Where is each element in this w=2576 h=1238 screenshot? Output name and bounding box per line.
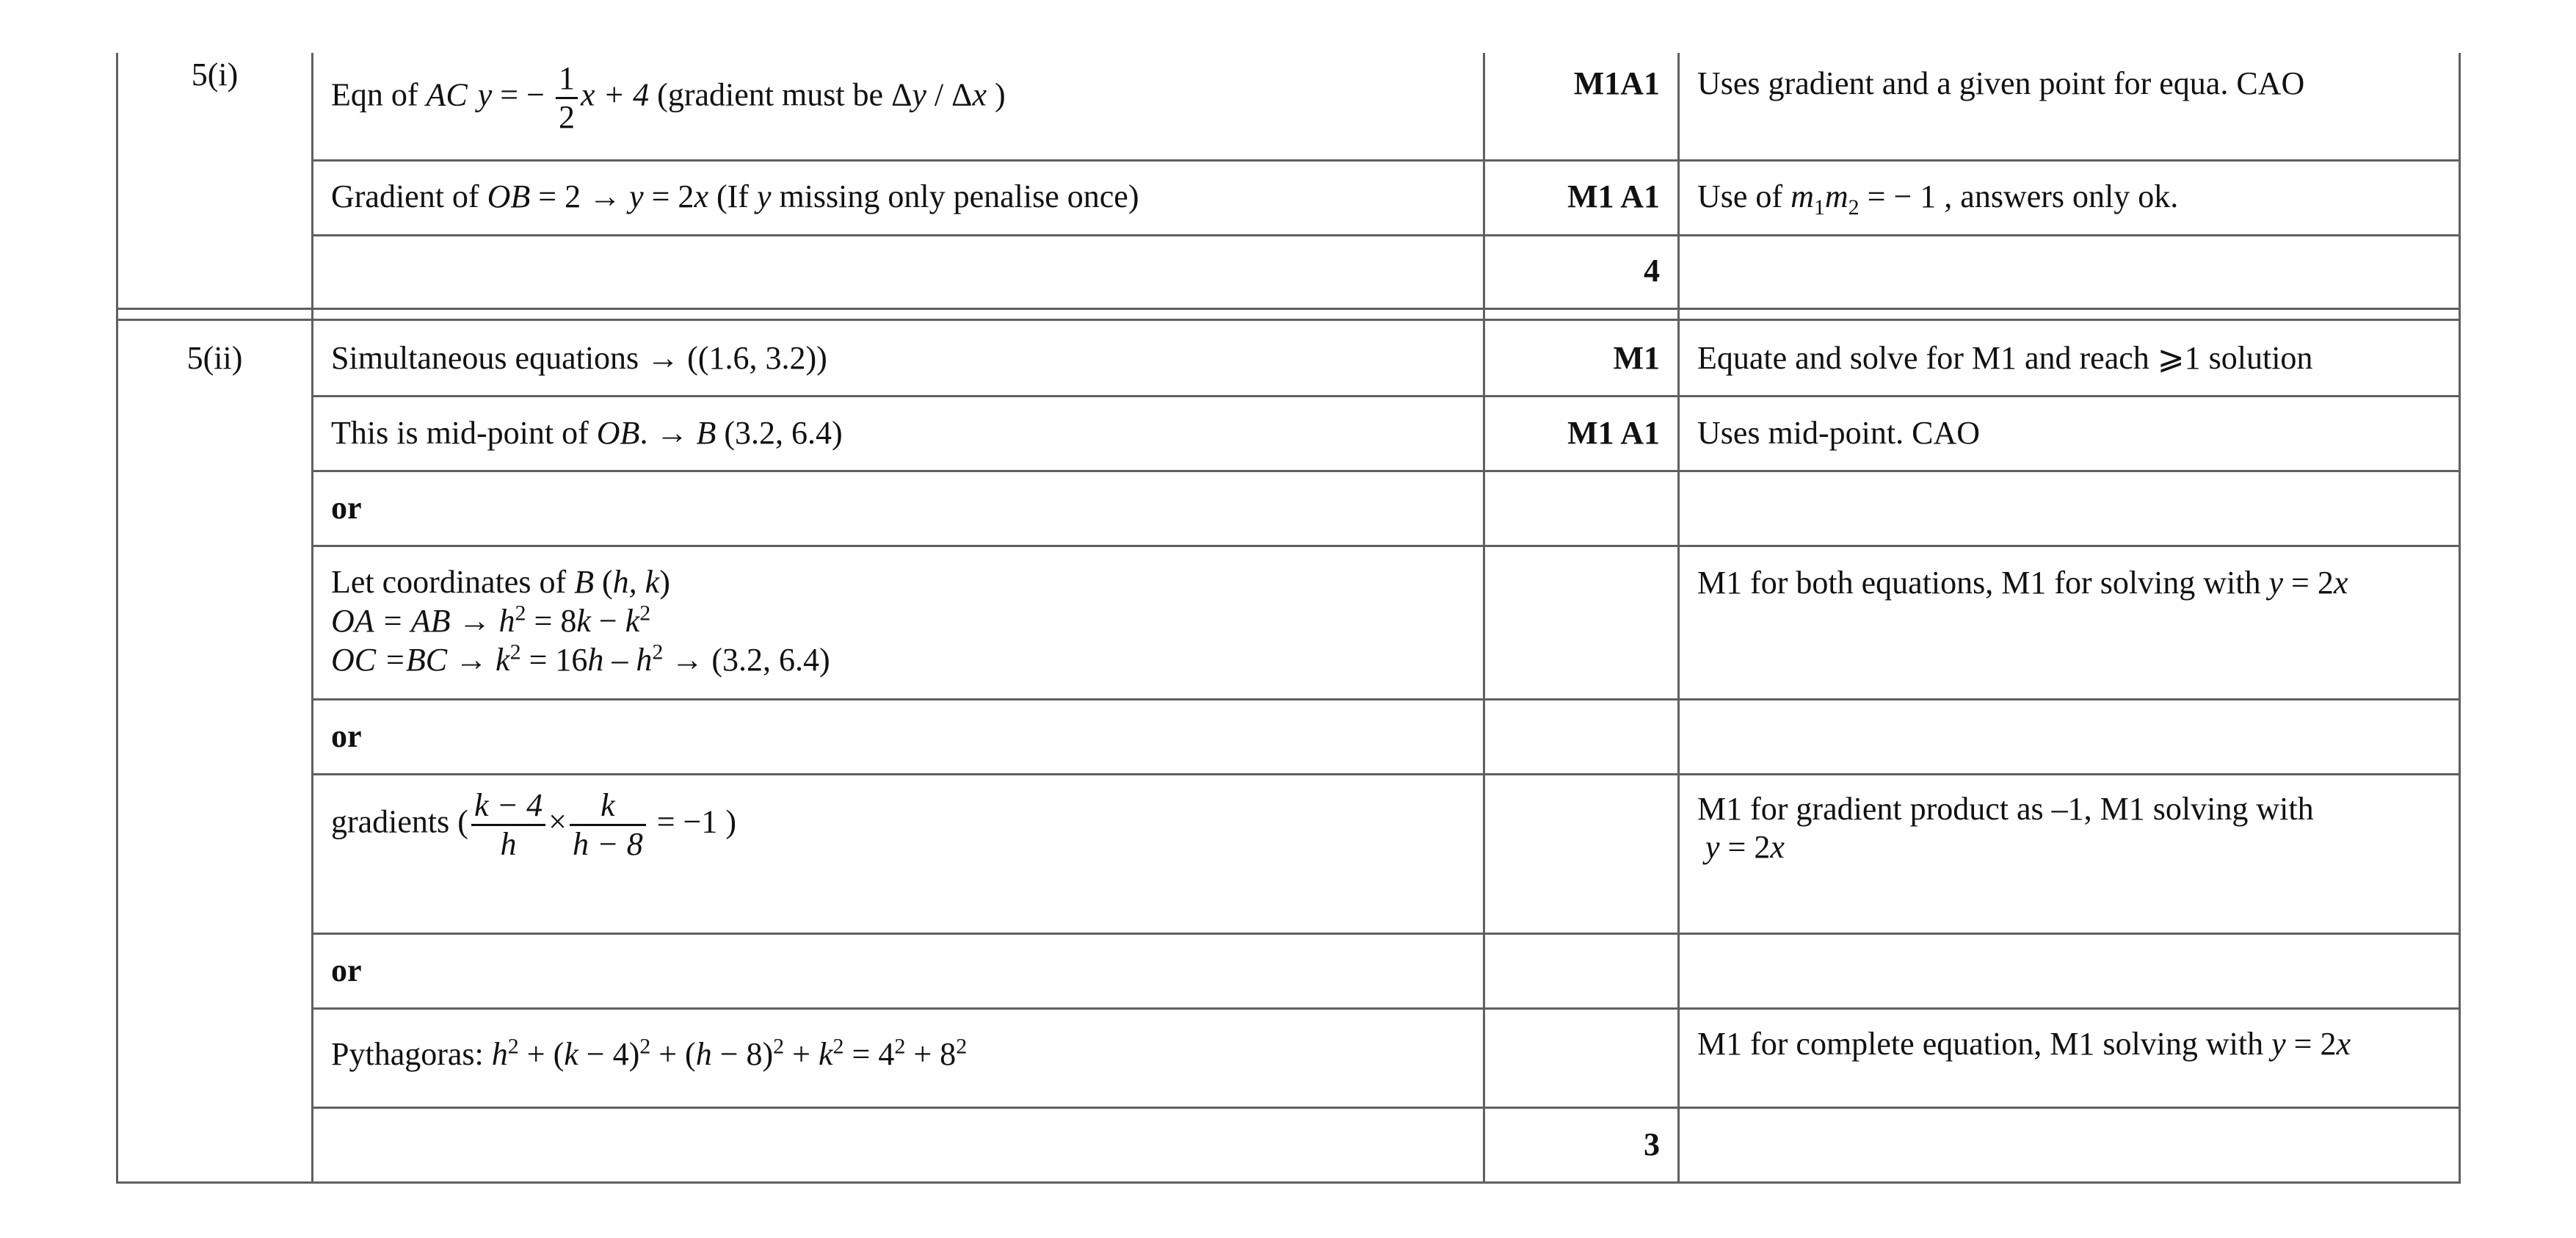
answer-coordinates-method [313,562,1483,679]
answer-close: ) [659,564,670,600]
row-divider [311,1107,2461,1109]
marks-cell: M1A1 [1573,65,1660,101]
rhs2: + 8 [905,1036,957,1072]
answer-lhs: OA = AB [331,603,451,639]
fraction-denominator: h − 8 [570,824,646,863]
guidance-tail: = − 1 , answers only ok. [1859,178,2179,214]
answer-arrow: → [450,603,499,639]
answer-x: x [694,178,708,214]
guidance-lead: M1 for complete equation, M1 solving with [1697,1026,2272,1062]
answer-y: y [477,76,493,113]
superscript: 2 [639,1034,651,1059]
answer-eq: = 8 [526,603,577,639]
term-k: k [564,1036,578,1072]
table-border-right [2459,53,2461,1184]
guidance-m2: m [1824,178,1848,214]
answer-mid: = 2 → [530,178,630,214]
superscript: 2 [956,1034,968,1059]
or-label: or [331,718,362,754]
answer-k2: k [625,603,640,639]
guidance-x: x [1770,829,1785,865]
superscript: 2 [773,1034,785,1059]
answer-eq: = 2 [643,178,694,214]
term-close: − 8) [711,1036,774,1072]
part-separator [116,319,2461,321]
answer-ac: AC [426,76,468,113]
question-number: 5(ii) [186,340,243,376]
row-divider [311,933,2461,935]
answer-ob: OB [596,415,640,451]
answer-gradients [313,787,1483,863]
answer-line-3 [331,640,1483,679]
marks-cell: M1 A1 [1567,415,1660,451]
guidance-cell [1680,562,2459,604]
term-k: k [819,1036,833,1072]
guidance-y: y [1705,829,1720,865]
answer-ob: OB [487,178,531,214]
answer-k: k [576,603,591,639]
superscript: 2 [894,1034,906,1059]
fraction-half [556,60,578,136]
answer-eq: = 16 [520,642,588,678]
marks-cell: M1 [1613,340,1660,376]
or-label: or [331,490,362,526]
answer-minus: – [603,642,636,678]
answer-note-y: y [912,76,926,113]
answer-note-mid: / Δ [926,76,973,113]
row-divider [311,159,2461,162]
guidance-cell: Equate and solve for M1 and reach ⩾1 solution [1697,340,2313,376]
superscript: 2 [652,640,664,665]
answer-note-end: ) [986,76,1006,113]
table-border-left [116,53,118,1184]
term-h: h [695,1036,712,1072]
row-divider [311,773,2461,775]
row-divider [311,470,2461,472]
guidance-lead: Use of [1697,178,1791,214]
marks-cell: M1 A1 [1567,178,1660,214]
superscript: 2 [509,640,521,665]
guidance-eq: = 2 [2283,565,2334,601]
answer-hk: h, k [612,564,660,600]
answer-tail: = −1 ) [648,803,736,840]
term-h: h [491,1036,508,1072]
answer-midpoint [313,413,1483,454]
times-sign: × [548,803,567,840]
guidance-cell: Uses mid-point. CAO [1697,415,1980,451]
term-open: + ( [650,1036,696,1072]
guidance-eq: = 2 [2285,1026,2337,1062]
row-divider [311,1007,2461,1010]
column-divider-guidance [1677,53,1680,1184]
table-border-bottom [116,1181,2461,1184]
answer-note-x: x [972,76,987,113]
answer-lead: Eqn of [331,76,427,113]
guidance-cell [1680,1024,2459,1065]
answer-lead: Gradient of [331,178,487,214]
answer-eq: = − [492,76,553,113]
answer-tail: → (3.2, 6.4) [663,642,830,678]
term-close: − 4) [578,1036,640,1072]
answer-lead: Pythagoras: [331,1036,492,1072]
guidance-lead: M1 for both equations, M1 for solving with [1697,565,2269,601]
answer-h: h [498,603,515,639]
superscript: 2 [832,1034,844,1059]
answer-note-lead: (gradient must be Δ [649,76,913,113]
answer-tail1: (If [708,178,757,214]
answer-lhs: OC =BC [331,642,448,678]
superscript: 2 [507,1034,519,1059]
answer-gradient-ob [313,176,1483,217]
guidance-m1: m [1790,178,1814,214]
guidance-cell: Uses gradient and a given point for equa. CAO [1697,65,2305,101]
row-divider [311,395,2461,397]
answer-y: y [629,178,644,214]
answer-lead: This is mid-point of [331,415,597,451]
answer-h: h [587,642,604,678]
part-separator [116,308,2461,310]
fraction-numerator: k [601,787,615,823]
question-number: 5(i) [191,57,239,93]
row-divider [311,234,2461,236]
column-divider-marks [1483,53,1485,1184]
answer-mid: . → [639,415,697,451]
answer-minus: − [590,603,625,639]
superscript: 2 [639,601,651,626]
mark-scheme-table [116,53,2461,1184]
answer-x-term: x + 4 [580,76,650,113]
guidance-cell [1680,790,2459,866]
guidance-eq: = 2 [1719,829,1771,865]
answer-tail: (3.2, 6.4) [716,415,843,451]
guidance-cell [1680,176,2459,220]
answer-lead: Let coordinates of [331,564,575,600]
answer-line-2 [331,601,1483,640]
rhs: = 4 [843,1036,895,1072]
guidance-line-2 [1697,828,2459,866]
answer-simultaneous: Simultaneous equations → ((1.6, 3.2)) [331,340,827,376]
fraction-2 [570,787,646,863]
fraction-numerator: k − 4 [474,787,543,823]
total-marks: 3 [1644,1126,1660,1162]
fraction-numerator: 1 [558,60,575,96]
total-marks: 4 [1644,253,1660,289]
answer-b: B [696,415,716,451]
row-divider [311,545,2461,547]
guidance-y: y [2271,1026,2286,1062]
answer-line-1 [331,562,1483,601]
guidance-y: y [2268,565,2284,601]
answer-open: ( [594,564,613,600]
superscript: 2 [515,601,526,626]
guidance-x: x [2336,1026,2351,1062]
answer-y2: y [756,178,772,214]
fraction-1 [471,787,545,863]
term-open: + ( [518,1036,565,1072]
guidance-x: x [2333,565,2348,601]
guidance-line-1: M1 for gradient product as –1, M1 solving with [1697,791,2314,827]
answer-lead: gradients ( [331,803,468,840]
answer-h2: h [636,642,653,678]
or-label: or [331,952,362,988]
answer-k: k [496,642,510,678]
fraction-denominator: 2 [556,97,578,136]
answer-b: B [574,564,594,600]
guidance-sub1: 1 [1813,195,1825,220]
answer-arrow: → [447,642,496,678]
answer-equation-ac [313,60,1483,136]
guidance-sub2: 2 [1848,195,1860,220]
term-plus: + [784,1036,819,1072]
answer-tail2: missing only penalise once) [771,178,1139,214]
row-divider [311,698,2461,701]
answer-pythagoras [313,1034,1483,1075]
fraction-denominator: h [471,824,545,863]
